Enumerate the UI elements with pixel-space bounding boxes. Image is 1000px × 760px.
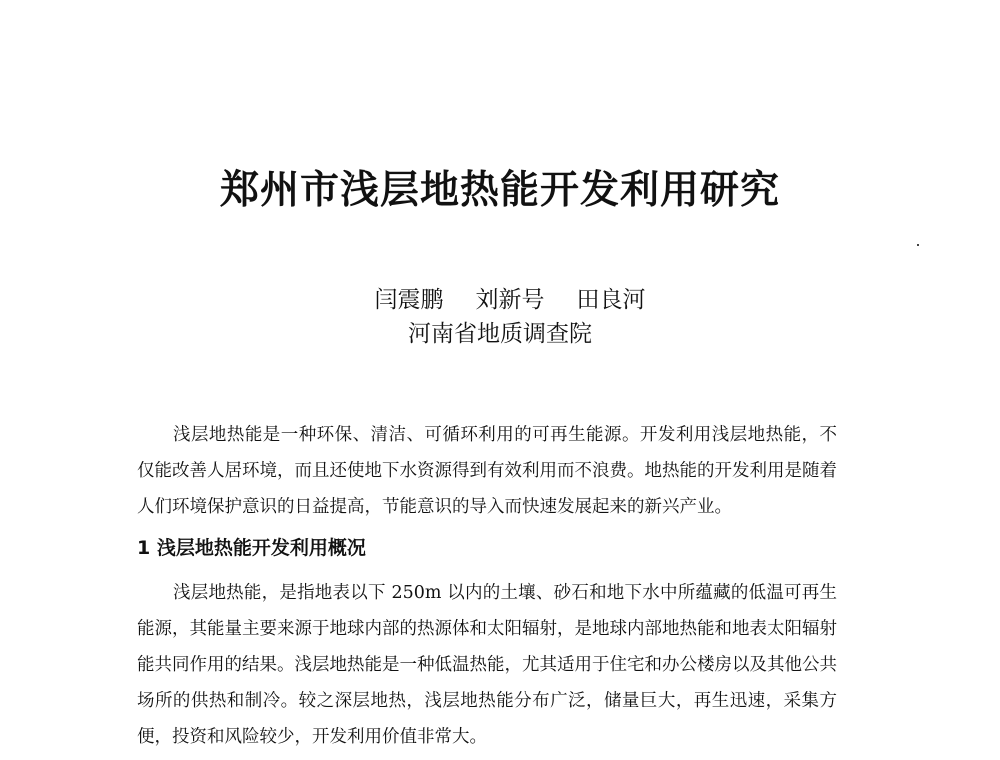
author-name: 闫震鹏 (374, 287, 444, 313)
paper-title: 郑州市浅层地热能开发利用研究 (219, 167, 780, 213)
author-list (0, 284, 1000, 316)
author-affiliation: 河南省地质调查院 (408, 321, 592, 347)
body-paragraph: 浅层地热能，是指地表以下 250m 以内的土壤、砂石和地下水中所蕴藏的低温可再生能源，其能量主要来源于地球内部的热源体和太阳辐射，是地球内部地热能和地表太阳辐射能共同作用的结果。浅层地热能是一种低温热能，尤其适用于住宅和办公楼房以及其他公共场所的供热和制冷。较之深层地热，浅层地热能分布广泛，储量巨大，再生迅速，采集方便，投资和风险较少，开发利用价值非常大。 (137, 583, 837, 747)
author-name: 刘新号 (475, 287, 545, 313)
abstract-paragraph: 浅层地热能是一种环保、清洁、可循环利用的可再生能源。开发利用浅层地热能，不仅能改善人居环境，而且还使地下水资源得到有效利用而不浪费。地热能的开发利用是随着人们环境保护意识的日益提高，节能意识的导入而快速发展起来的新兴产业。 (137, 425, 837, 517)
author-name: 田良河 (576, 287, 646, 313)
section-heading: 1 浅层地热能开发利用概况 (137, 537, 366, 559)
scan-speck (917, 244, 919, 246)
